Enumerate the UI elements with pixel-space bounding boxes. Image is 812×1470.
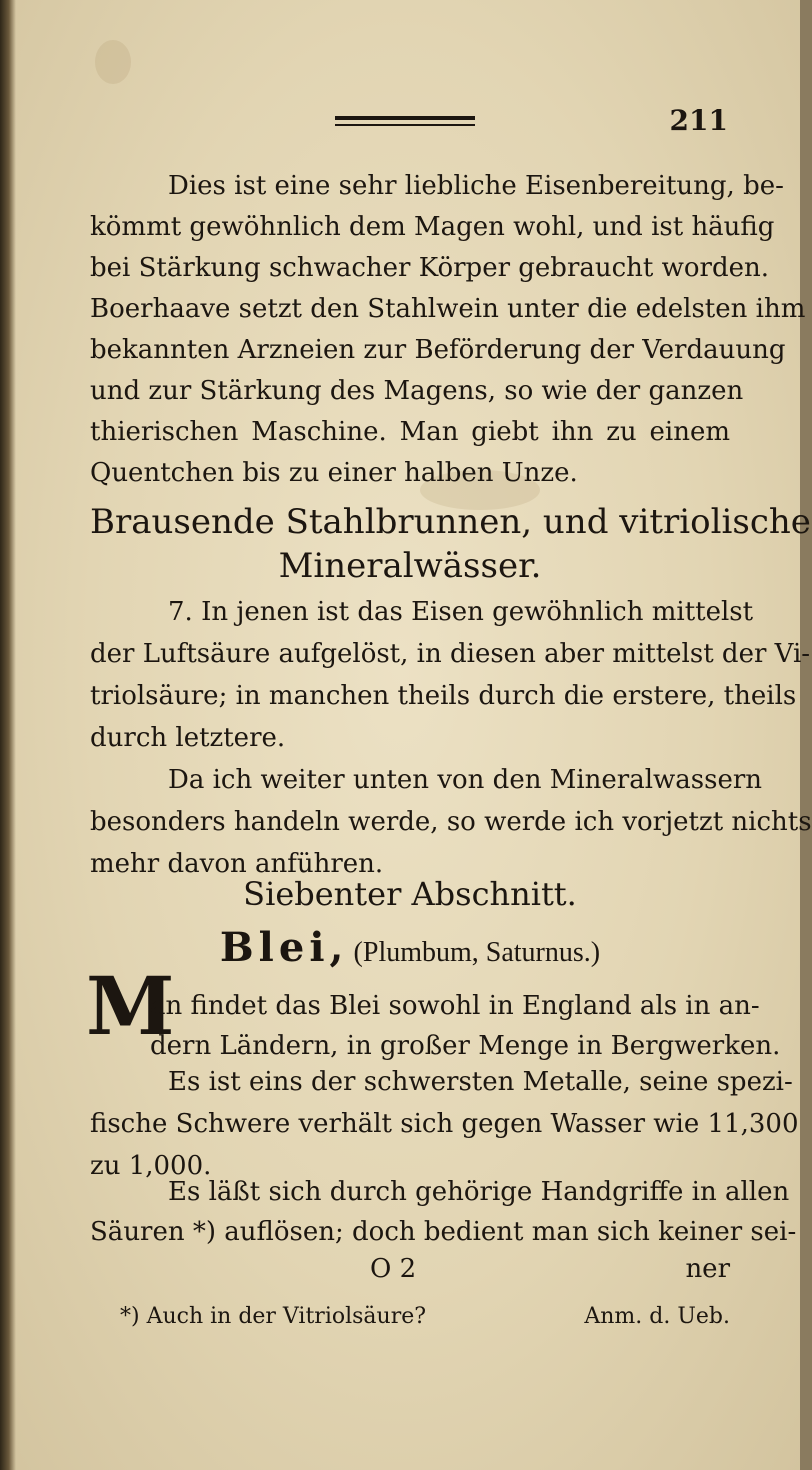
text-line: der Luftsäure aufgelöst, in diesen aber mittelst der Vi- [90,639,811,669]
subsection-heading: Mineralwässer. [278,546,542,586]
text-line: Dies ist eine sehr liebliche Eisenbereitung, be- [168,171,784,201]
text-line: kömmt gewöhnlich dem Magen wohl, und ist häufig [90,212,775,242]
page-number: 211 [669,104,728,137]
text-line: zu 1,000. [90,1151,212,1181]
text-line: 7. In jenen ist das Eisen gewöhnlich mittelst [168,597,754,627]
footnote-attribution: Anm. d. Ueb. [584,1304,730,1329]
subject-word: Blei, [219,924,349,971]
text-line: bei Stärkung schwacher Körper gebraucht worden. [90,253,770,283]
header-rule [335,116,475,126]
subject-heading [90,926,730,978]
subsection-heading: Brausende Stahlbrunnen, und vitriolische [90,502,811,542]
text-line: Da ich weiter unten von den Mineralwassern [168,765,763,795]
book-spine-shadow [0,0,16,1470]
text-line: Boerhaave setzt den Stahlwein unter die edelsten ihm [90,294,806,324]
text-line: Quentchen bis zu einer halben Unze. [90,458,578,488]
text-line: dern Ländern, in großer Menge in Bergwerken. [150,1031,781,1061]
text-line: Es ist eins der schwersten Metalle, seine spezi- [168,1067,793,1097]
text-line: bekannten Arzneien zur Beförderung der Verdauung [90,335,786,365]
catchword: ner [685,1254,730,1284]
text-line: an findet das Blei sowohl in England als in an- [150,991,760,1021]
text-line: Säuren *) auflösen; doch bedient man sich keiner sei- [90,1217,797,1247]
text-line: durch letztere. [90,723,286,753]
text-line: triolsäure; in manchen theils durch die erstere, theils [90,681,797,711]
paper-stain [95,40,131,84]
section-title: Siebenter Abschnitt. [243,875,577,913]
text-line: besonders handeln werde, so werde ich vorjetzt nichts [90,807,812,837]
text-line: Es läßt sich durch gehörige Handgriffe in allen [168,1177,790,1207]
text-line: thierischen Maschine. Man giebt ihn zu einem [90,417,730,447]
text-line: mehr davon anführen. [90,849,384,879]
drop-cap: M [86,959,175,1053]
subject-latin: (Plumbum, Saturnus.) [353,937,601,968]
signature-mark: O 2 [370,1254,417,1284]
footnote-text: *) Auch in der Vitriolsäure? [120,1304,427,1329]
text-line: fische Schwere verhält sich gegen Wasser wie 11,300 [90,1109,799,1139]
text-line: und zur Stärkung des Magens, so wie der ganzen [90,376,744,406]
